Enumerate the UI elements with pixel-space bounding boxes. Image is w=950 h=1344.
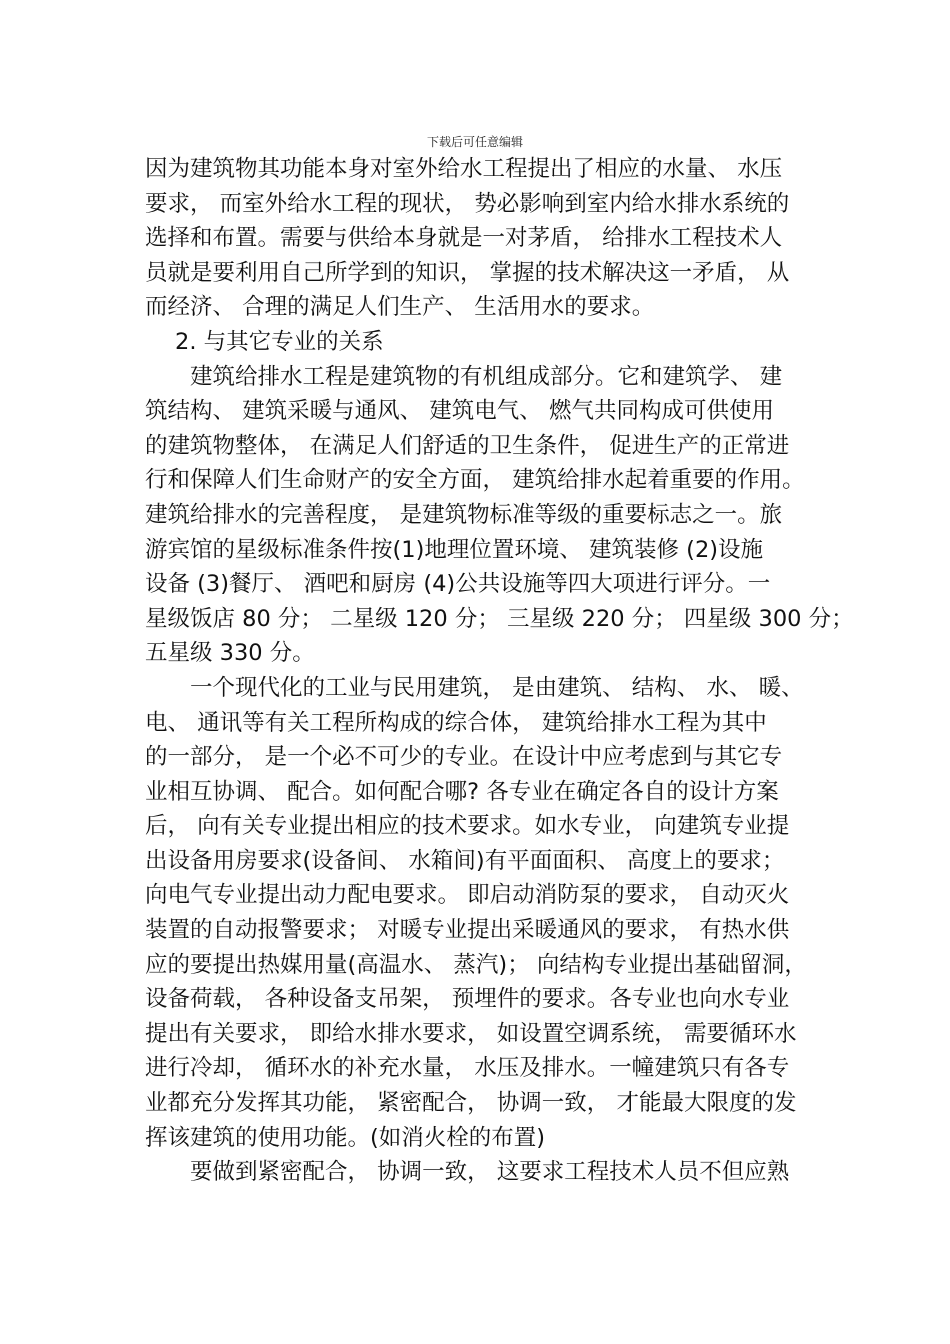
text-line: 而经济、 合理的满足人们生产、 生活用水的要求。: [145, 294, 655, 321]
text-line: 星级饭店 80 分； 二星级 120 分； 三星级 220 分； 四星级 300 分；: [145, 605, 854, 632]
text-line: 挥该建筑的使用功能。(如消火栓的布置): [145, 1124, 546, 1151]
text-line: 电、 通讯等有关工程所构成的综合体， 建筑给排水工程为其中: [145, 709, 767, 736]
text-line: 选择和布置。需要与供给本身就是一对茅盾， 给排水工程技术人: [145, 225, 783, 252]
document-body: [145, 152, 854, 1190]
text-line: 提出有关要求， 即给水排水要求， 如设置空调系统， 需要循环水: [145, 1020, 797, 1047]
page-header: 下载后可任意编辑: [426, 135, 523, 149]
text-line: 建筑给排水工程是建筑物的有机组成部分。它和建筑学、 建: [190, 363, 783, 390]
text-line: 游宾馆的星级标准条件按(1)地理位置环境、 建筑装修 (2)设施: [145, 536, 764, 563]
text-line: 要做到紧密配合， 协调一致， 这要求工程技术人员不但应熟: [190, 1159, 790, 1186]
text-line: 设备 (3)餐厅、 酒吧和厨房 (4)公共设施等四大项进行评分。一: [145, 571, 771, 598]
text-line: 因为建筑物其功能本身对室外给水工程提出了相应的水量、 水压: [145, 156, 783, 182]
text-line: 装置的自动报警要求； 对暖专业提出采暖通风的要求， 有热水供: [145, 917, 790, 944]
text-line: 筑结构、 建筑采暖与通风、 建筑电气、 燃气共同构成可供使用: [145, 398, 774, 425]
text-line: 建筑给排水的完善程度， 是建筑物标准等级的重要标志之一。旅: [145, 501, 783, 528]
text-line: 的一部分， 是一个必不可少的专业。在设计中应考虑到与其它专: [145, 744, 783, 771]
text-line: 业相互协调、 配合。如何配合哪? 各专业在确定各自的设计方案: [145, 778, 779, 805]
text-line: 2. 与其它专业的关系: [175, 328, 384, 355]
text-line: 设备荷载， 各种设备支吊架， 预埋件的要求。各专业也向水专业: [145, 986, 790, 1013]
text-line: 员就是要利用自己所学到的知识， 掌握的技术解决这一矛盾， 从: [145, 259, 790, 286]
text-line: 后， 向有关专业提出相应的技术要求。如水专业， 向建筑专业提: [145, 813, 790, 840]
text-line: 应的要提出热媒用量(高温水、 蒸汽)； 向结构专业提出基础留洞，: [145, 951, 807, 978]
text-line: 业都充分发挥其功能， 紧密配合， 协调一致， 才能最大限度的发: [145, 1090, 797, 1117]
text-line: 五星级 330 分。: [145, 640, 315, 667]
text-line: 一个现代化的工业与民用建筑， 是由建筑、 结构、 水、 暖、: [190, 674, 804, 701]
text-line: 出设备用房要求(设备间、 水箱间)有平面面积、 高度上的要求；: [145, 847, 785, 874]
text-line: 要求， 而室外给水工程的现状， 势必影响到室内给水排水系统的: [145, 190, 790, 217]
text-line: 的建筑物整体， 在满足人们舒适的卫生条件， 促进生产的正常进: [145, 432, 790, 459]
text-line: 进行冷却， 循环水的补充水量， 水压及排水。一幢建筑只有各专: [145, 1055, 790, 1082]
text-line: 行和保障人们生命财产的安全方面， 建筑给排水起着重要的作用。: [145, 467, 805, 494]
text-line: 向电气专业提出动力配电要求。 即启动消防泵的要求， 自动灭火: [145, 882, 790, 909]
